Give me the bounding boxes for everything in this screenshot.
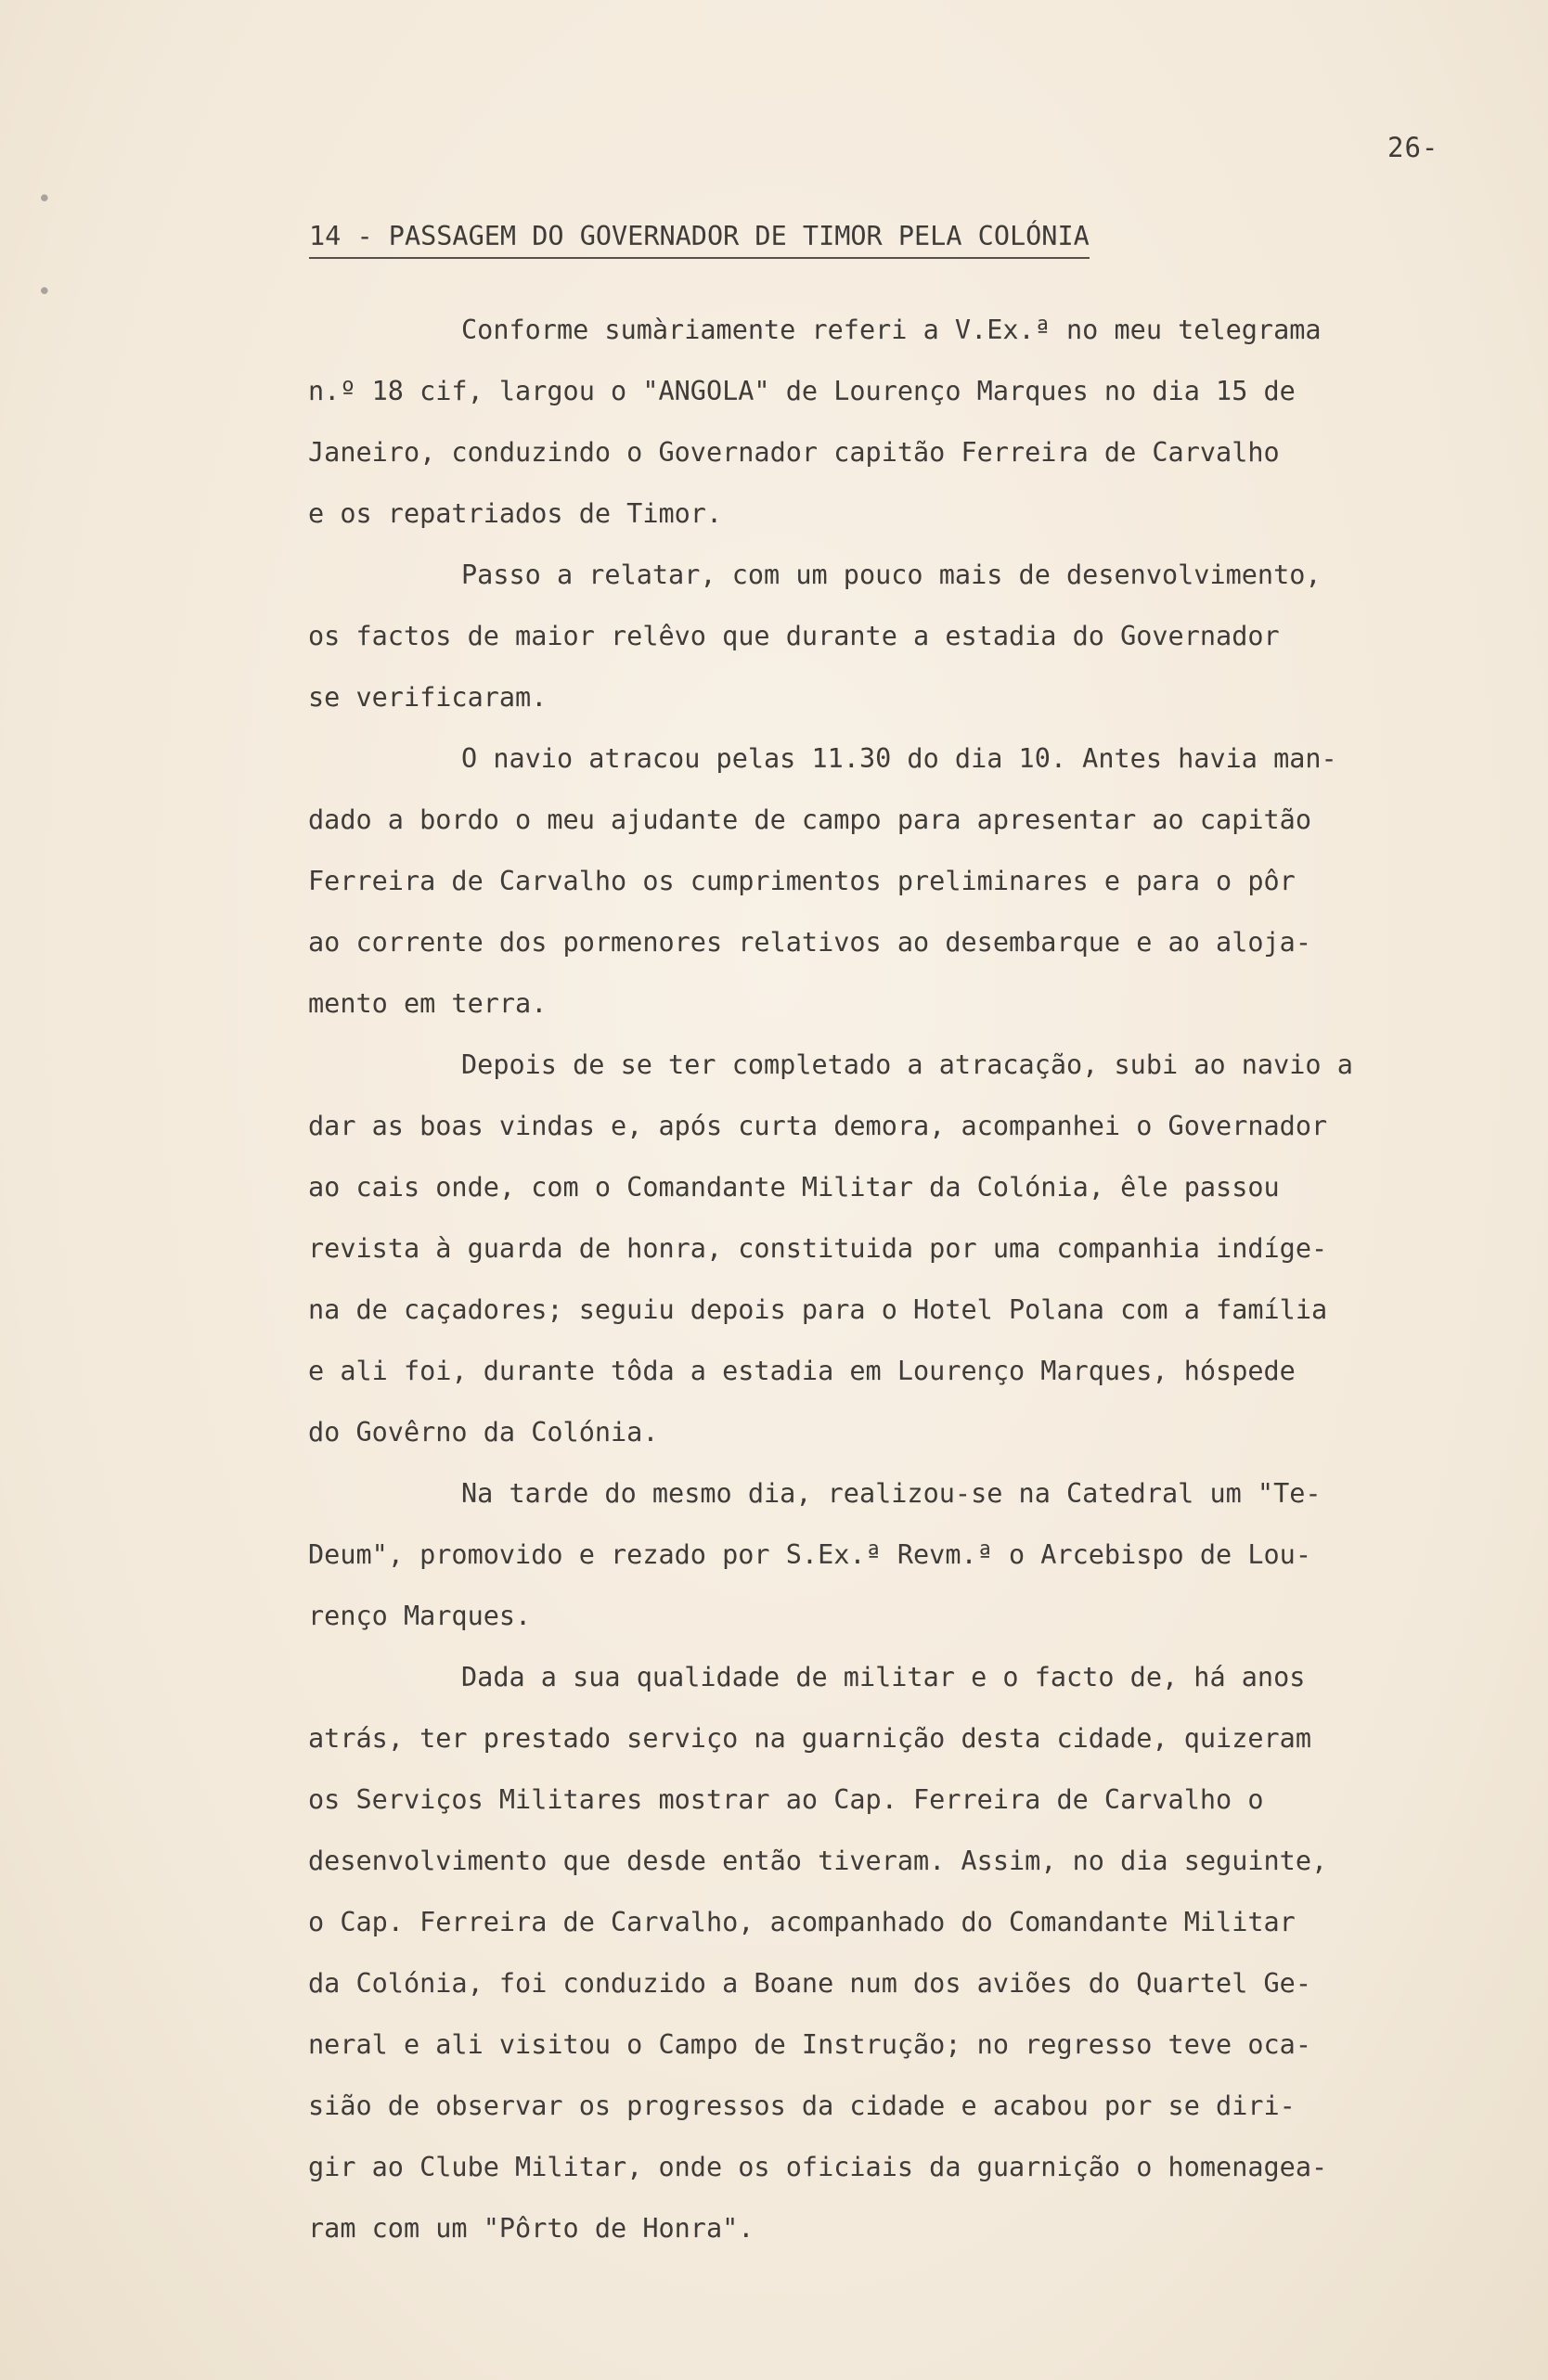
text-line: mento em terra. [308,988,548,1019]
margin-mark: • [37,278,52,306]
text-line: dado a bordo o meu ajudante de campo para apresentar ao capitão [308,804,1311,835]
text-line: n.º 18 cif, largou o "ANGOLA" de Lourenço Marques no dia 15 de [308,376,1296,406]
text-line: ram com um "Pôrto de Honra". [308,2213,755,2244]
text-line: Passo a relatar, com um pouco mais de desenvolvimento, [461,560,1322,590]
page-number: 26- [1387,132,1439,163]
text-line: Dada a sua qualidade de militar e o facto de, há anos [461,1662,1306,1692]
text-line: Deum", promovido e rezado por S.Ex.ª Revm.ª o Arcebispo de Lou- [308,1539,1311,1570]
text-line: Conforme sumàriamente referi a V.Ex.ª no meu telegrama [461,315,1322,345]
text-line: dar as boas vindas e, após curta demora, acompanhei o Governador [308,1111,1328,1141]
text-line: ao corrente dos pormenores relativos ao desembarque e ao aloja- [308,927,1311,958]
text-line: na de caçadores; seguiu depois para o Hotel Polana com a família [308,1294,1328,1325]
text-line: Depois de se ter completado a atracação, subi ao navio a [461,1049,1353,1080]
margin-mark: • [37,186,52,213]
text-line: sião de observar os progressos da cidade e acabou por se diri- [308,2091,1296,2121]
text-line: o Cap. Ferreira de Carvalho, acompanhado do Comandante Militar [308,1907,1296,1937]
text-line: revista à guarda de honra, constituida por uma companhia indíge- [308,1233,1328,1264]
text-line: atrás, ter prestado serviço na guarnição desta cidade, quizeram [308,1723,1311,1754]
text-line: Na tarde do mesmo dia, realizou-se na Catedral um "Te- [461,1478,1322,1509]
text-line: O navio atracou pelas 11.30 do dia 10. Antes havia man- [461,743,1337,774]
text-line: ao cais onde, com o Comandante Militar da Colónia, êle passou [308,1172,1280,1203]
text-line: da Colónia, foi conduzido a Boane num dos aviões do Quartel Ge- [308,1968,1311,1999]
text-line: e ali foi, durante tôda a estadia em Lourenço Marques, hóspede [308,1356,1296,1386]
text-line: Janeiro, conduzindo o Governador capitão Ferreira de Carvalho [308,437,1280,468]
section-heading: 14 - PASSAGEM DO GOVERNADOR DE TIMOR PELA COLÓNIA [309,219,1090,259]
text-line: gir ao Clube Militar, onde os oficiais da guarnição o homenagea- [308,2152,1328,2182]
text-line: Ferreira de Carvalho os cumprimentos preliminares e para o pôr [308,866,1296,896]
text-line: renço Marques. [308,1601,532,1631]
text-line: os factos de maior relêvo que durante a estadia do Governador [308,621,1280,651]
text-line: e os repatriados de Timor. [308,498,723,529]
text-line: os Serviços Militares mostrar ao Cap. Ferreira de Carvalho o [308,1784,1264,1815]
text-line: do Govêrno da Colónia. [308,1417,659,1447]
text-line: neral e ali visitou o Campo de Instrução; no regresso teve oca- [308,2029,1311,2060]
text-line: se verificaram. [308,682,548,713]
text-line: desenvolvimento que desde então tiveram. Assim, no dia seguinte, [308,1846,1328,1876]
body-text [308,306,1515,2266]
